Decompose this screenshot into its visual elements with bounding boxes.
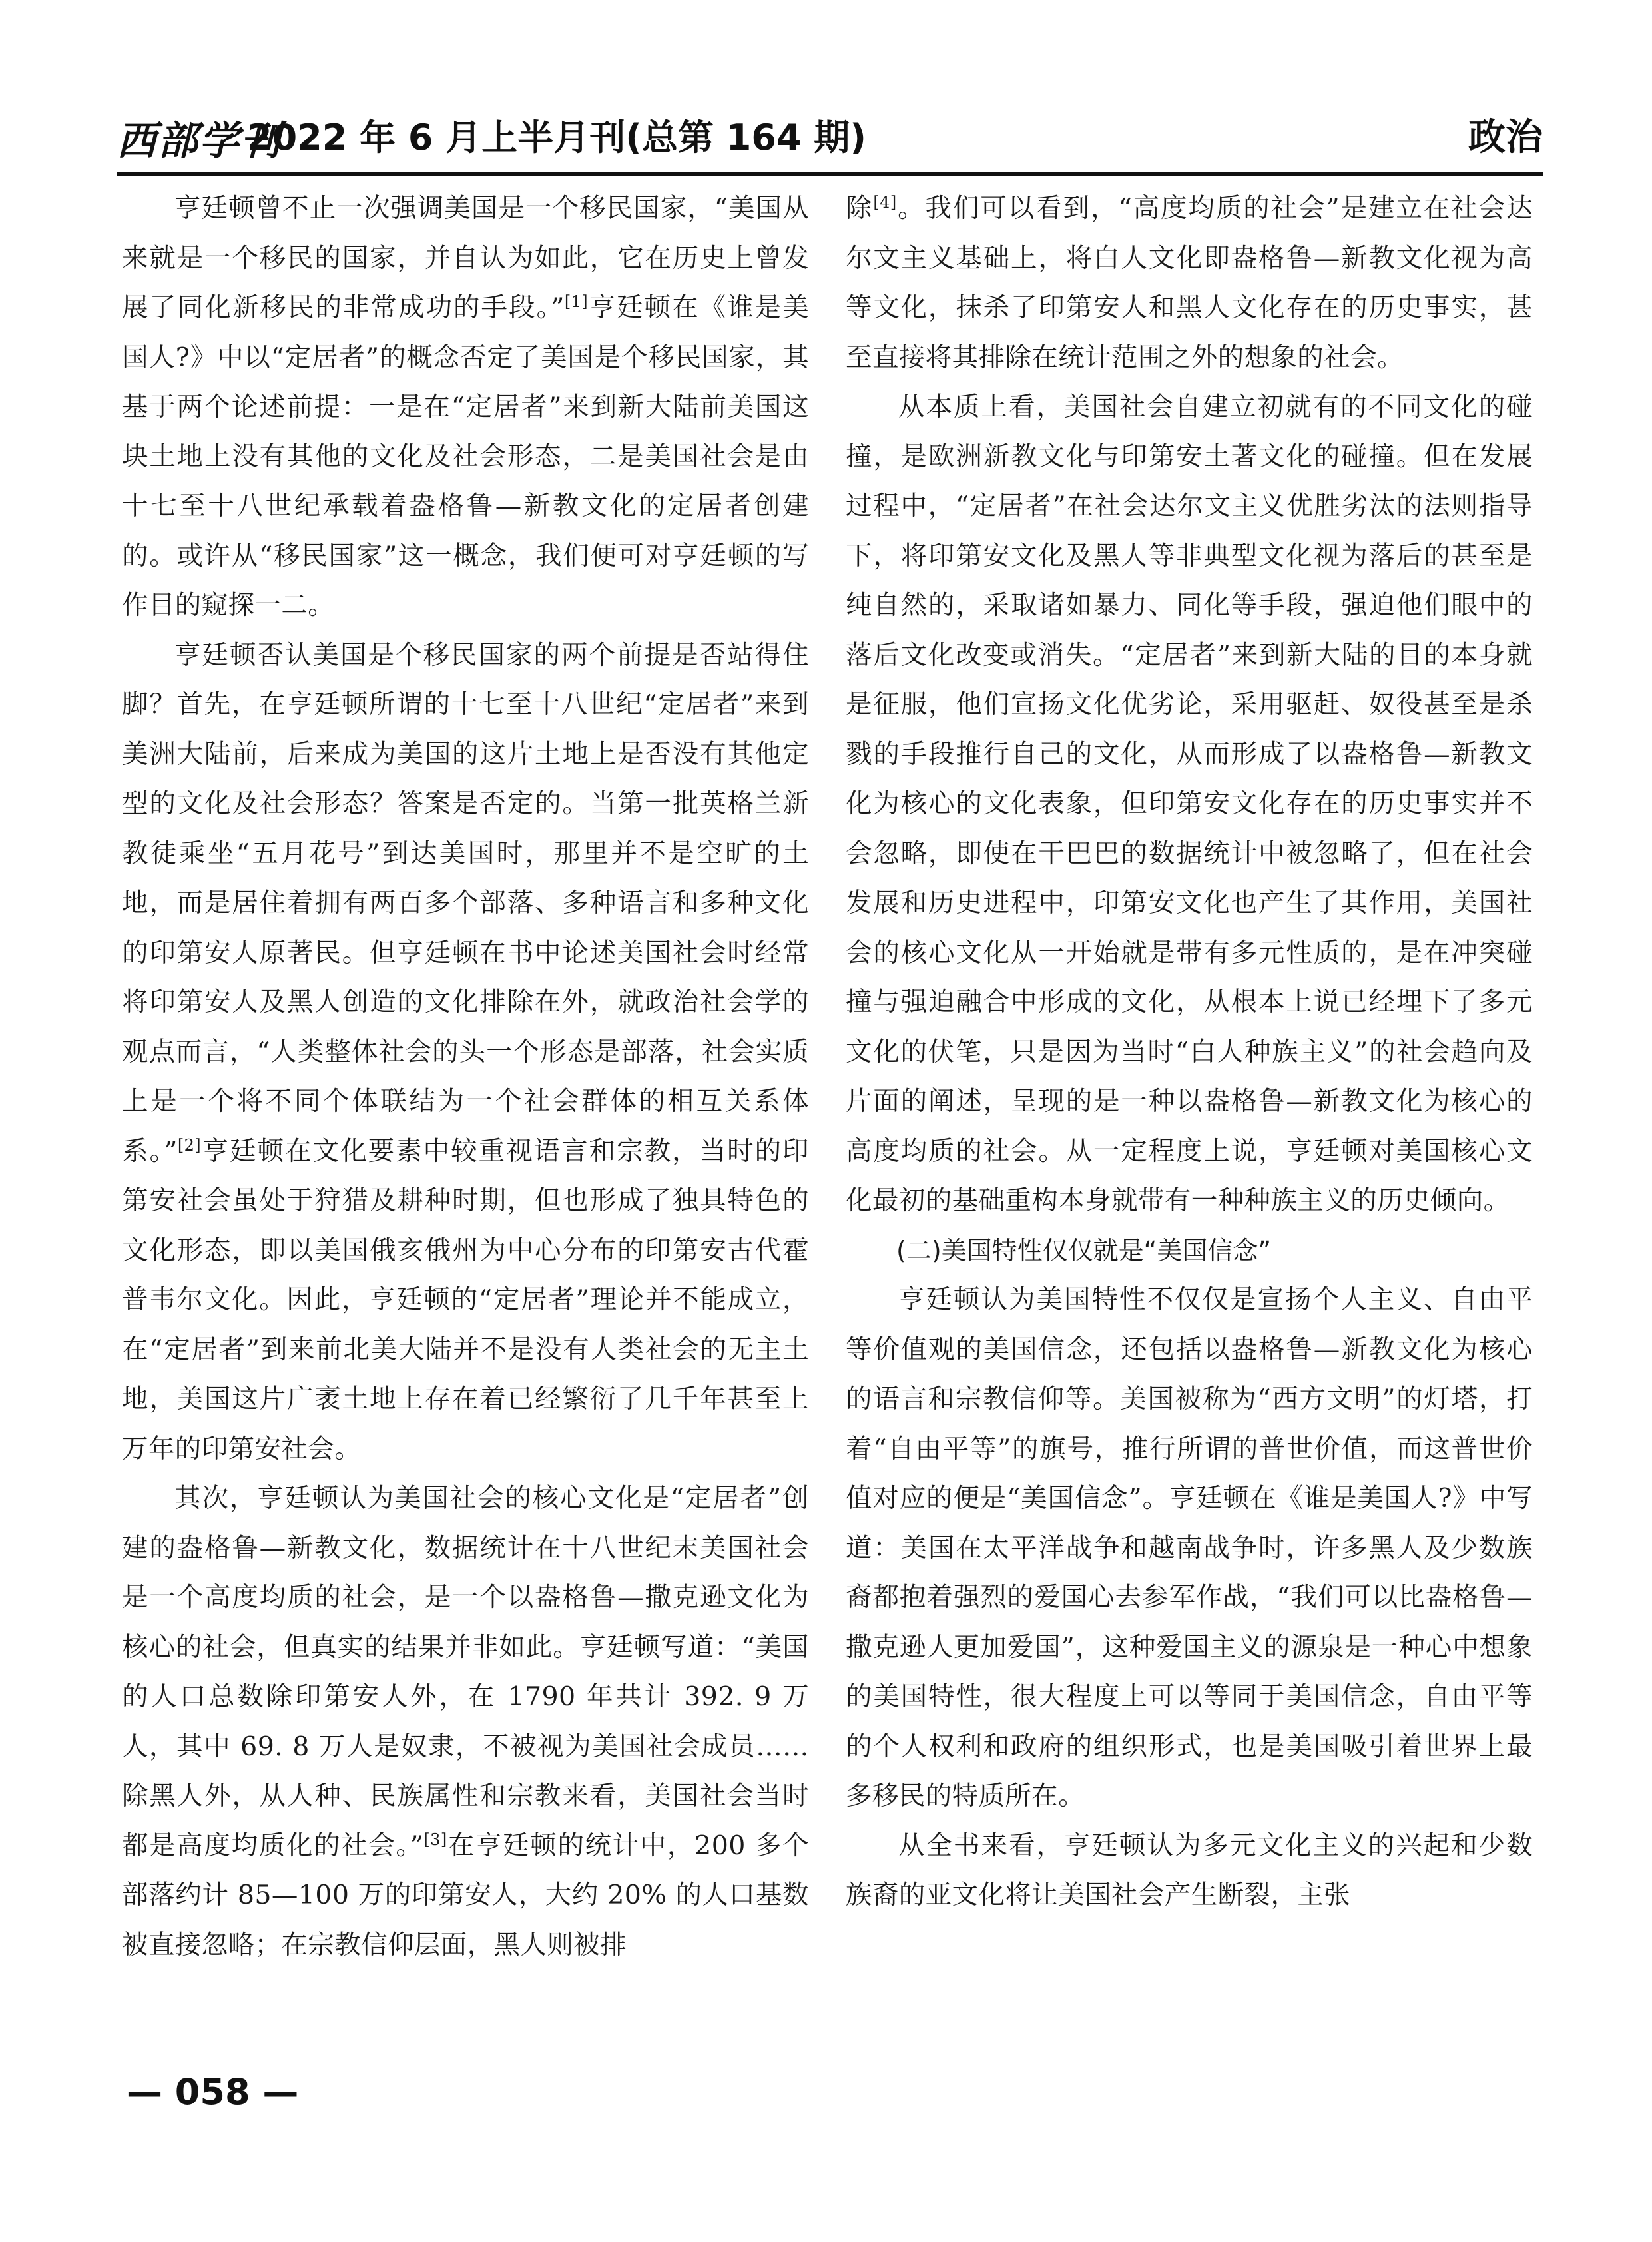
paragraph (122, 184, 809, 631)
paragraph (122, 1474, 809, 1970)
citation-ref: [2] (177, 1135, 202, 1155)
journal-logo: 西部学刊 (117, 118, 282, 164)
paragraph-text: 。我们可以看到，“高度均质的社会”是建立在社会达尔文主义基础上，将白人文化即盎格鲁—新教文化视为高等文化，抹杀了印第安人和黑人文化存在的历史事实，甚至直接将其排除在统计范围之外的想象的社会。 (846, 193, 1533, 373)
paragraph-text: 除 (846, 193, 874, 224)
paragraph-text: 亨廷顿否认美国是个移民国家的两个前提是否站得住脚？首先，在亨廷顿所谓的十七至十八世纪“定居者”来到美洲大陆前，后来成为美国的这片土地上是否没有其他定型的文化及社会形态？答案是否定的。当第一批英格兰新教徒乘坐“五月花号”到达美国时，那里并不是空旷的土地，而是居住着拥有两百多个部落、多种语言和多种文化的印第安人原著民。但亨廷顿在书中论述美国社会时经常将印第安人及黑人创造的文化排除在外，就政治社会学的观点而言，“人类整体社会的头一个形态是部落，社会实质上是一个将不同个体联结为一个社会群体的相互关系体系。” (122, 639, 809, 1167)
journal-issue: 2022 年 6 月上半月刊(总第 164 期) (247, 117, 866, 158)
paragraph: 亨廷顿认为美国特性不仅仅是宣扬个人主义、自由平等价值观的美国信念，还包括以盎格鲁—新教文化为核心的语言和宗教信仰等。美国被称为“西方文明”的灯塔，打着“自由平等”的旗号，推行所谓的普世价值，而这普世价值对应的便是“美国信念”。亨廷顿在《谁是美国人?》中写道：美国在太平洋战争和越南战争时，许多黑人及少数族裔都抱着强烈的爱国心去参军作战，“我们可以比盎格鲁—撒克逊人更加爱国”，这种爱国主义的源泉是一种心中想象的美国特性，很大程度上可以等同于美国信念，自由平等的个人权利和政府的组织形式，也是美国吸引着世界上最多移民的特质所在。 (846, 1284, 1533, 1811)
paragraph-continued (846, 184, 1533, 382)
page-number: — 058 — (127, 2071, 299, 2113)
paragraph-text: 其次，亨廷顿认为美国社会的核心文化是“定居者”创建的盎格鲁—新教文化，数据统计在十八世纪末美国社会是一个高度均质的社会，是一个以盎格鲁—撒克逊文化为核心的社会，但真实的结果并非如此。亨廷顿写道：“美国的人口总数除印第安人外，在 1790 年共计 392. 9 万人，其中 69. 8 万人是奴隶，不被视为美国社会成员……除黑人外，从人种、民族属性和宗教来看，美国社会当时都是高度均质化的社会。” (122, 1483, 809, 1861)
right-column (846, 184, 1533, 2055)
paragraph-text: 亨廷顿在文化要素中较重视语言和宗教，当时的印第安社会虽处于狩猎及耕种时期，但也形成了独具特色的文化形态，即以美国俄亥俄州为中心分布的印第安古代霍普韦尔文化。因此，亨廷顿的“定居者”理论并不能成立，在“定居者”到来前北美大陆并不是没有人类社会的无主土地，美国这片广袤土地上存在着已经繁衍了几千年甚至上万年的印第安社会。 (122, 1135, 809, 1464)
citation-ref: [3] (423, 1830, 447, 1849)
section-subheading: (二)美国特性仅仅就是“美国信念” (896, 1235, 1272, 1265)
paragraph-text: 亨廷顿在《谁是美国人?》中以“定居者”的概念否定了美国是个移民国家，其基于两个论述前提：一是在“定居者”来到新大陆前美国这块土地上没有其他的文化及社会形态，二是美国社会是由十七至十八世纪承载着盎格鲁—新教文化的定居者创建的。或许从“移民国家”这一概念，我们便可对亨廷顿的写作目的窥探一二。 (122, 292, 809, 621)
paragraph: 从全书来看，亨廷顿认为多元文化主义的兴起和少数族裔的亚文化将让美国社会产生断裂，主张 (846, 1830, 1533, 1910)
paragraph: 从本质上看，美国社会自建立初就有的不同文化的碰撞，是欧洲新教文化与印第安土著文化的碰撞。但在发展过程中，“定居者”在社会达尔文主义优胜劣汰的法则指导下，将印第安文化及黑人等非典型文化视为落后的甚至是纯自然的，采取诸如暴力、同化等手段，强迫他们眼中的落后文化改变或消失。“定居者”来到新大陆的目的本身就是征服，他们宣扬文化优劣论，采用驱赶、奴役甚至是杀戮的手段推行自己的文化，从而形成了以盎格鲁—新教文化为核心的文化表象，但印第安文化存在的历史事实并不会忽略，即使在干巴巴的数据统计中被忽略了，但在社会发展和历史进程中，印第安文化也产生了其作用，美国社会的核心文化从一开始就是带有多元性质的，是在冲突碰撞与强迫融合中形成的文化，从根本上说已经埋下了多元文化的伏笔，只是因为当时“白人种族主义”的社会趋向及片面的阐述，呈现的是一种以盎格鲁—新教文化为核心的高度均质的社会。从一定程度上说，亨廷顿对美国核心文化最初的基础重构本身就带有一种种族主义的历史倾向。 (846, 392, 1533, 1216)
section-name: 政治 (1468, 116, 1543, 159)
citation-ref: [1] (564, 292, 589, 311)
page-header (117, 100, 1543, 173)
paragraph-text: 在亨廷顿的统计中，200 多个部落约计 85—100 万的印第安人，大约 20% 的人口基数被直接忽略；在宗教信仰层面，黑人则被排 (122, 1830, 809, 1960)
left-column (122, 184, 809, 2055)
paragraph-text: 亨廷顿曾不止一次强调美国是一个移民国家，“美国从来就是一个移民的国家，并自认为如此，它在历史上曾发展了同化新移民的非常成功的手段。” (122, 193, 809, 323)
paragraph (122, 631, 809, 1474)
citation-ref: [4] (873, 192, 897, 212)
header-rule (117, 172, 1543, 176)
